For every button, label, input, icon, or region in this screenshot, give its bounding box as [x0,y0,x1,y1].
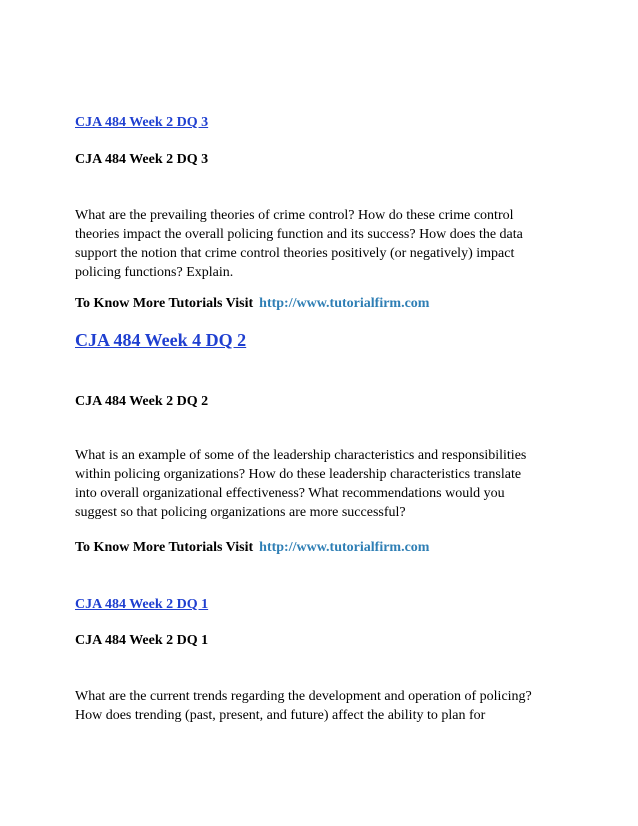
section-2-cta [75,540,429,556]
section-1-body-line: What are the prevailing theories of crime control? How do these crime control [75,208,514,223]
section-1-cta-text: To Know More Tutorials Visit [75,296,254,311]
section-1-body-line: theories impact the overall policing function and its success? How does the data [75,227,523,242]
section-1-body-line: policing functions? Explain. [75,265,234,280]
section-1-cta-link[interactable]: http://www.tutorialfirm.com [259,296,430,311]
section-1-body-line: support the notion that crime control theories positively (or negatively) impact [75,246,515,261]
section-1-title-link[interactable]: CJA 484 Week 2 DQ 3 [75,115,209,130]
section-1-cta [75,296,429,312]
section-2-cta-text: To Know More Tutorials Visit [75,540,254,555]
section-1-body [75,206,565,282]
section-3-body-line: What are the current trends regarding the development and operation of policing? [75,689,532,704]
section-3-subtitle: CJA 484 Week 2 DQ 1 [75,633,209,648]
section-2-body-line: suggest so that policing organizations are more successful? [75,505,406,520]
section-2-cta-link[interactable]: http://www.tutorialfirm.com [259,540,430,555]
section-3-body [75,687,565,725]
section-2-body [75,446,565,522]
section-1-subtitle: CJA 484 Week 2 DQ 3 [75,152,209,167]
section-2-title-link[interactable]: CJA 484 Week 4 DQ 2 [75,330,247,350]
section-2-body-line: What is an example of some of the leadership characteristics and responsibilities [75,448,527,463]
section-3-body-line: How does trending (past, present, and future) affect the ability to plan for [75,708,486,723]
section-3-title-link[interactable]: CJA 484 Week 2 DQ 1 [75,597,209,612]
section-2-body-line: into overall organizational effectiveness? What recommendations would you [75,486,505,501]
section-2-body-line: within policing organizations? How do these leadership characteristics translate [75,467,522,482]
section-2-subtitle: CJA 484 Week 2 DQ 2 [75,394,209,409]
